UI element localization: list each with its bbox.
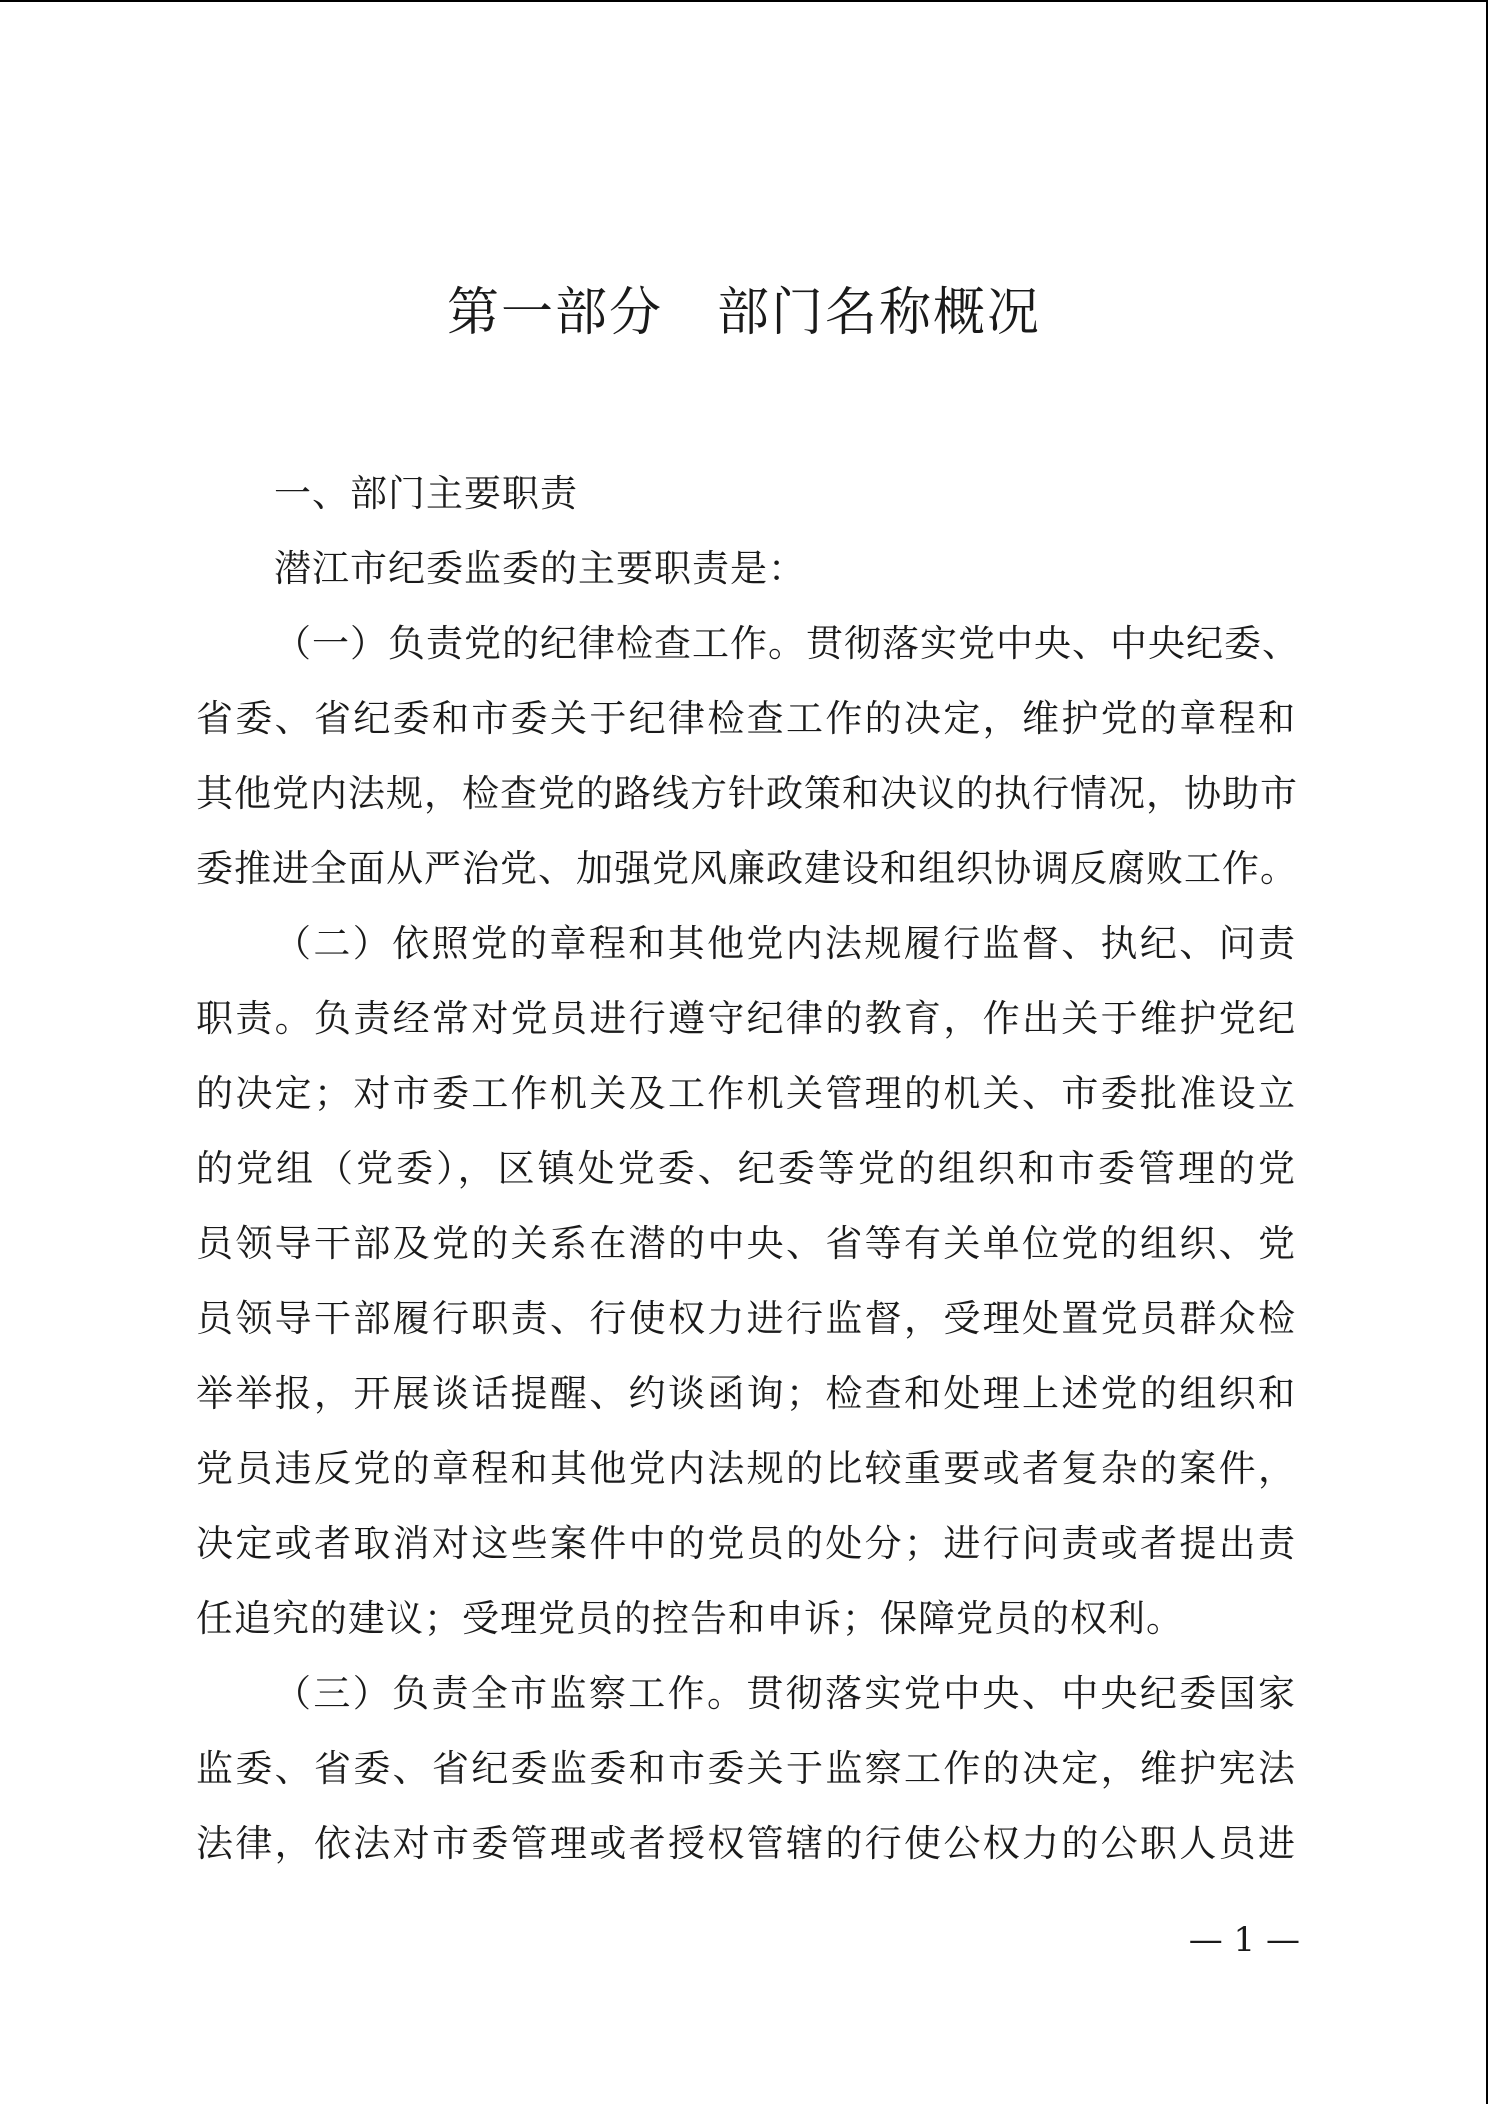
paragraph-3-line-3: 法律，依法对市委管理或者授权管辖的行使公权力的公职人员进 bbox=[196, 1822, 1296, 1865]
paragraph-2-line-5: 员领导干部及党的关系在潜的中央、省等有关单位党的组织、党 bbox=[196, 1222, 1296, 1265]
paragraph-1-line-4: 委推进全面从严治党、加强党风廉政建设和组织协调反腐败工作。 bbox=[196, 847, 1298, 890]
section-heading: 一、部门主要职责 bbox=[274, 472, 578, 515]
paragraph-2-line-1: （二）依照党的章程和其他党内法规履行监督、执纪、问责 bbox=[274, 922, 1296, 965]
page-number: — 1 — bbox=[1188, 1920, 1300, 1960]
paragraph-2-line-7: 举举报，开展谈话提醒、约谈函询；检查和处理上述党的组织和 bbox=[196, 1372, 1296, 1415]
paragraph-2-line-9: 决定或者取消对这些案件中的党员的处分；进行问责或者提出责 bbox=[196, 1522, 1296, 1565]
paragraph-1-line-1: （一）负责党的纪律检查工作。贯彻落实党中央、中央纪委、 bbox=[274, 622, 1300, 665]
intro-line: 潜江市纪委监委的主要职责是： bbox=[274, 547, 806, 590]
paragraph-1-line-3: 其他党内法规，检查党的路线方针政策和决议的执行情况，协助市 bbox=[196, 772, 1298, 815]
paragraph-2-line-8: 党员违反党的章程和其他党内法规的比较重要或者复杂的案件， bbox=[196, 1447, 1296, 1490]
document-body bbox=[196, 456, 1300, 1881]
paragraph-2-line-4: 的党组（党委），区镇处党委、纪委等党的组织和市委管理的党 bbox=[196, 1147, 1296, 1190]
paragraph-2-line-2: 职责。负责经常对党员进行遵守纪律的教育，作出关于维护党纪 bbox=[196, 997, 1296, 1040]
paragraph-2-line-3: 的决定；对市委工作机关及工作机关管理的机关、市委批准设立 bbox=[196, 1072, 1296, 1115]
paragraph-2-line-6: 员领导干部履行职责、行使权力进行监督，受理处置党员群众检 bbox=[196, 1297, 1296, 1340]
paragraph-2-line-10: 任追究的建议；受理党员的控告和申诉；保障党员的权利。 bbox=[196, 1597, 1184, 1640]
paragraph-3-line-2: 监委、省委、省纪委监委和市委关于监察工作的决定，维护宪法 bbox=[196, 1747, 1296, 1790]
paragraph-1-line-2: 省委、省纪委和市委关于纪律检查工作的决定，维护党的章程和 bbox=[196, 697, 1296, 740]
paragraph-3-line-1: （三）负责全市监察工作。贯彻落实党中央、中央纪委国家 bbox=[274, 1672, 1296, 1715]
page-title: 第一部分 部门名称概况 bbox=[446, 283, 1041, 343]
